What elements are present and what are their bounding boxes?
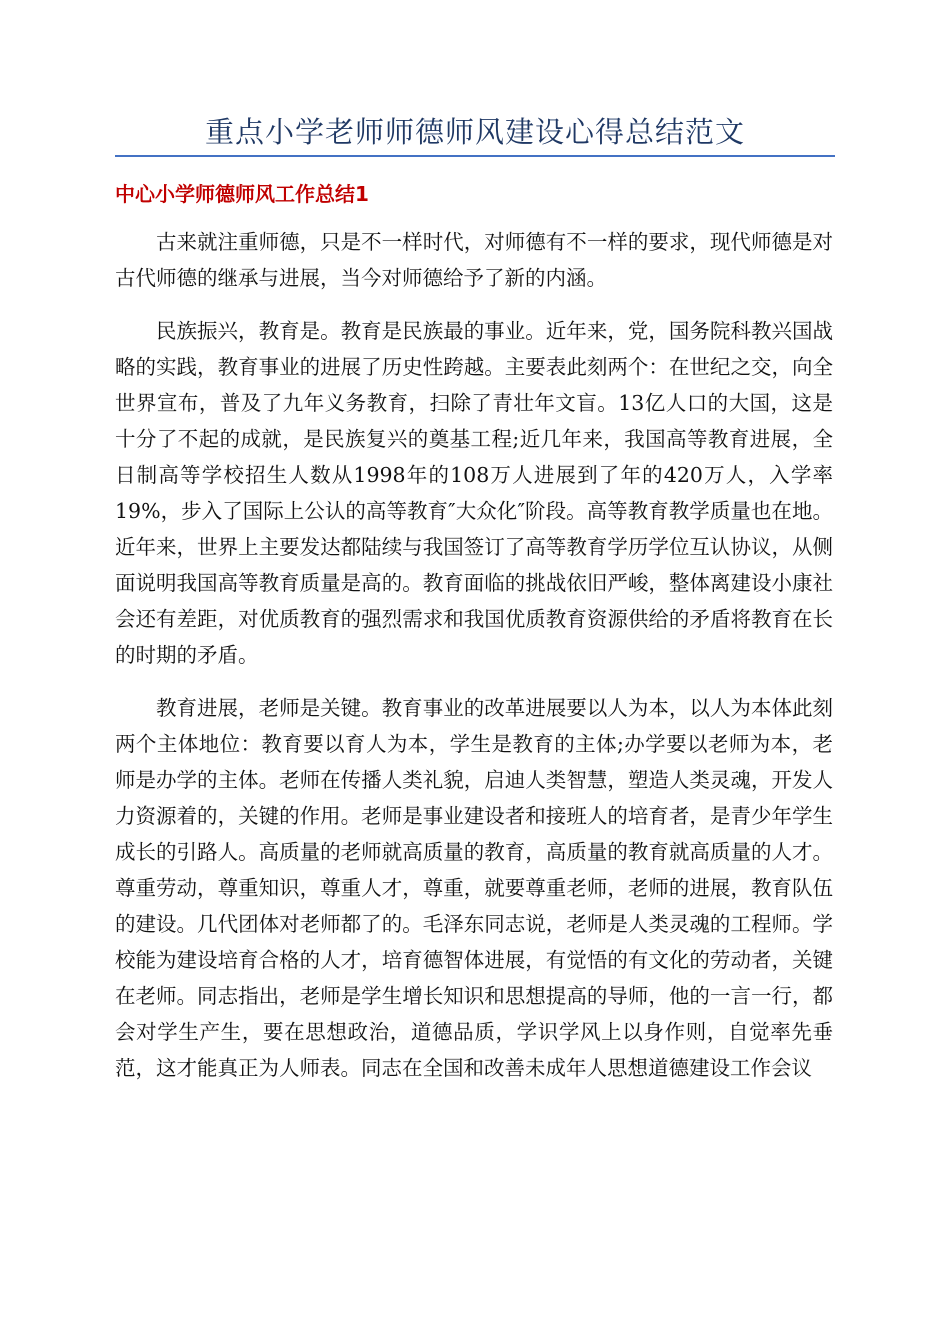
section-heading: 中心小学师德师风工作总结1 xyxy=(115,182,369,206)
document-title: 重点小学老师师德师风建设心得总结范文 xyxy=(204,115,745,149)
title-underline xyxy=(115,155,835,157)
paragraph-2: 民族振兴，教育是。教育是民族最的事业。近年来，党，国务院科教兴国战略的实践，教育事业的进展了历史性跨越。主要表此刻两个：在世纪之交，向全世界宣布，普及了九年义务教育，扫除了青壮年文盲。13亿人口的大国，这是十分了不起的成就，是民族复兴的奠基工程;近几年来，我国高等教育进展，全日制高等学校招生人数从1998年的108万人进展到了年的420万人，入学率19%，步入了国际上公认的高等教育″大众化″阶段。高等教育教学质量也在地。近年来，世界上主要发达都陆续与我国签订了高等教育学历学位互认协议，从侧面说明我国高等教育质量是高的。教育面临的挑战依旧严峻，整体离建设小康社会还有差距，对优质教育的强烈需求和我国优质教育资源供给的矛盾将教育在长的时期的矛盾。 xyxy=(115,319,833,667)
document-body xyxy=(115,224,833,1103)
paragraph-1: 古来就注重师德，只是不一样时代，对师德有不一样的要求，现代师德是对古代师德的继承与进展，当今对师德给予了新的内涵。 xyxy=(115,230,833,290)
paragraph-3: 教育进展，老师是关键。教育事业的改革进展要以人为本，以人为本体此刻两个主体地位：教育要以育人为本，学生是教育的主体;办学要以老师为本，老师是办学的主体。老师在传播人类礼貌，启迪人类智慧，塑造人类灵魂，开发人力资源着的，关键的作用。老师是事业建设者和接班人的培育者，是青少年学生成长的引路人。高质量的老师就高质量的教育，高质量的教育就高质量的人才。尊重劳动，尊重知识，尊重人才，尊重，就要尊重老师，老师的进展，教育队伍的建设。几代团体对老师都了的。毛泽东同志说，老师是人类灵魂的工程师。学校能为建设培育合格的人才，培育德智体进展，有觉悟的有文化的劳动者，关键在老师。同志指出，老师是学生增长知识和思想提高的导师，他的一言一行，都会对学生产生，要在思想政治，道德品质，学识学风上以身作则，自觉率先垂范，这才能真正为人师表。同志在全国和改善未成年人思想道德建设工作会议 xyxy=(115,696,833,1080)
